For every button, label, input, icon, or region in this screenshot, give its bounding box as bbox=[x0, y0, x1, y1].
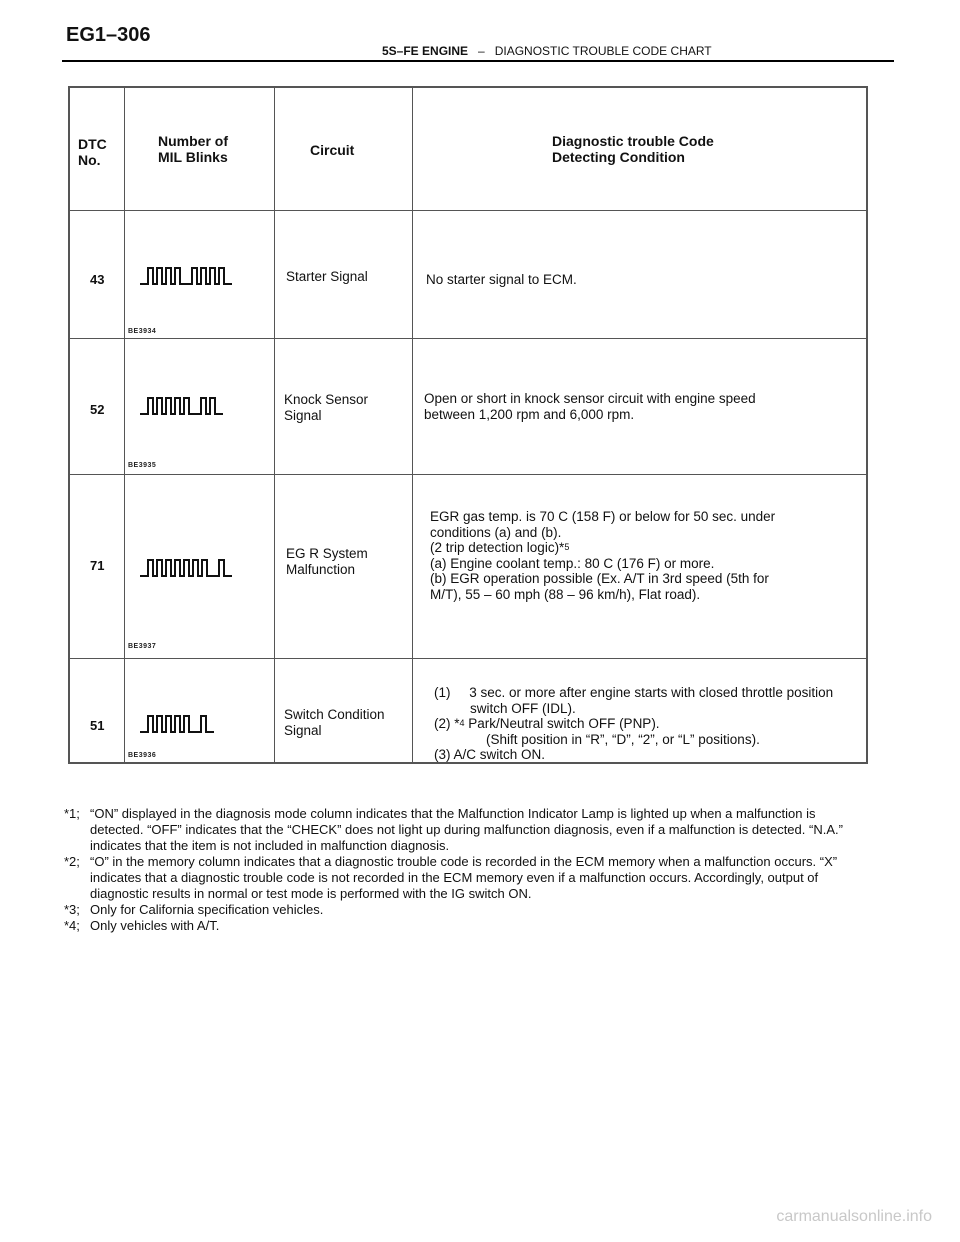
circuit-name: EG R System Malfunction bbox=[286, 546, 368, 577]
footnote-text: Only vehicles with A/T. bbox=[90, 918, 220, 933]
condition-line bbox=[430, 540, 775, 556]
dtc-code: 52 bbox=[90, 402, 105, 417]
footnote-ref: 5 bbox=[564, 542, 570, 552]
footnote-key: *4; bbox=[64, 918, 80, 933]
col-line-3 bbox=[412, 88, 413, 762]
detect-condition bbox=[430, 509, 775, 602]
dtc-code: 51 bbox=[90, 718, 105, 733]
condition-line: EGR gas temp. is 70 C (158 F) or below for 50 sec. under bbox=[430, 509, 776, 524]
header-dash: – bbox=[478, 44, 485, 58]
condition-line: (1) 3 sec. or more after engine starts with closed throttle position bbox=[434, 685, 834, 700]
condition-text: Park/Neutral switch OFF (PNP). bbox=[464, 716, 660, 731]
footnote-ref: 4 bbox=[459, 718, 465, 728]
row-line-3 bbox=[70, 474, 866, 475]
figure-id: BE3934 bbox=[128, 328, 157, 335]
waveform-path bbox=[140, 398, 223, 414]
condition-line: (b) EGR operation possible (Ex. A/T in 3rd speed (5th for bbox=[430, 571, 769, 586]
condition-line: (3) A/C switch ON. bbox=[434, 747, 546, 762]
waveform-path bbox=[140, 716, 214, 732]
mil-blink-waveform bbox=[140, 556, 270, 580]
condition-line bbox=[434, 716, 833, 732]
footnote-key: *3; bbox=[64, 902, 80, 917]
footnote-item bbox=[58, 918, 858, 934]
row-line-2 bbox=[70, 338, 866, 339]
footnote-item bbox=[58, 902, 858, 918]
header-rule bbox=[62, 60, 894, 62]
watermark: carmanualsonline.info bbox=[776, 1208, 932, 1225]
row-line-1 bbox=[70, 210, 866, 211]
figure-id: BE3936 bbox=[128, 752, 157, 759]
header-dtc: DTC No. bbox=[78, 136, 107, 168]
section-title: DIAGNOSTIC TROUBLE CODE CHART bbox=[494, 44, 712, 58]
section-engine: 5S–FE ENGINE bbox=[382, 44, 469, 58]
col-line-1 bbox=[124, 88, 125, 762]
footnote-key: *1; bbox=[64, 806, 80, 821]
condition-line: switch OFF (IDL). bbox=[470, 700, 576, 716]
header-condition: Diagnostic trouble Code Detecting Condition bbox=[552, 133, 714, 165]
waveform-path bbox=[140, 560, 232, 576]
footnote-text: “ON” displayed in the diagnosis mode column indicates that the Malfunction Indicator Lamp is lighted up when a malfunction is detected. “OFF” indicates that the “CHECK” does not light up during malfunction diagnosis, even if a malfunction is detected. “N.A.” indicates that the item is not included in malfunction diagnosis. bbox=[90, 806, 843, 853]
mil-blink-waveform bbox=[140, 712, 270, 736]
circuit-name: Switch Condition Signal bbox=[284, 707, 385, 738]
condition-text: (2 trip detection logic)* bbox=[430, 540, 565, 555]
detect-condition bbox=[424, 391, 756, 422]
dtc-code: 71 bbox=[90, 558, 105, 573]
condition-line: Open or short in knock sensor circuit with engine speed bbox=[424, 391, 756, 406]
header-circuit: Circuit bbox=[310, 142, 355, 158]
detect-condition bbox=[434, 685, 833, 763]
footnotes bbox=[58, 806, 858, 934]
condition-line: (a) Engine coolant temp.: 80 C (176 F) or more. bbox=[430, 555, 715, 571]
condition-line: conditions (a) and (b). bbox=[430, 524, 562, 540]
figure-id: BE3937 bbox=[128, 643, 157, 650]
condition-line: (Shift position in “R”, “D”, “2”, or “L” positions). bbox=[486, 731, 760, 747]
circuit-name: Knock Sensor Signal bbox=[284, 392, 369, 423]
footnote-key: *2; bbox=[64, 854, 80, 869]
circuit-name: Starter Signal bbox=[286, 269, 368, 284]
dtc-code: 43 bbox=[90, 272, 105, 287]
waveform-path bbox=[140, 268, 232, 284]
condition-line: M/T), 55 – 60 mph (88 – 96 km/h), Flat road). bbox=[430, 586, 701, 602]
footnote-item bbox=[58, 854, 858, 902]
condition-line: between 1,200 rpm and 6,000 rpm. bbox=[424, 406, 635, 422]
footnote-text: “O” in the memory column indicates that a diagnostic trouble code is recorded in the ECM memory when a malfunction occurs. “X” indicates that a diagnostic trouble code is not recorded in the ECM memory even if a malfunction occurs. Accordingly, output of diagnostic results in normal or test mode is performed with the IG switch ON. bbox=[90, 854, 838, 901]
col-line-2 bbox=[274, 88, 275, 762]
mil-blink-waveform bbox=[140, 394, 270, 418]
dtc-table bbox=[68, 86, 868, 764]
figure-id: BE3935 bbox=[128, 462, 157, 469]
row-line-4 bbox=[70, 658, 866, 659]
page-code: EG1–306 bbox=[66, 24, 151, 46]
mil-blink-waveform bbox=[140, 264, 270, 288]
footnote-item bbox=[58, 806, 858, 854]
header-blinks: Number of MIL Blinks bbox=[158, 133, 228, 165]
detect-condition: No starter signal to ECM. bbox=[426, 272, 577, 287]
section-header bbox=[382, 44, 712, 58]
condition-text: (2) * bbox=[434, 716, 460, 731]
footnote-text: Only for California specification vehicles. bbox=[90, 902, 324, 917]
